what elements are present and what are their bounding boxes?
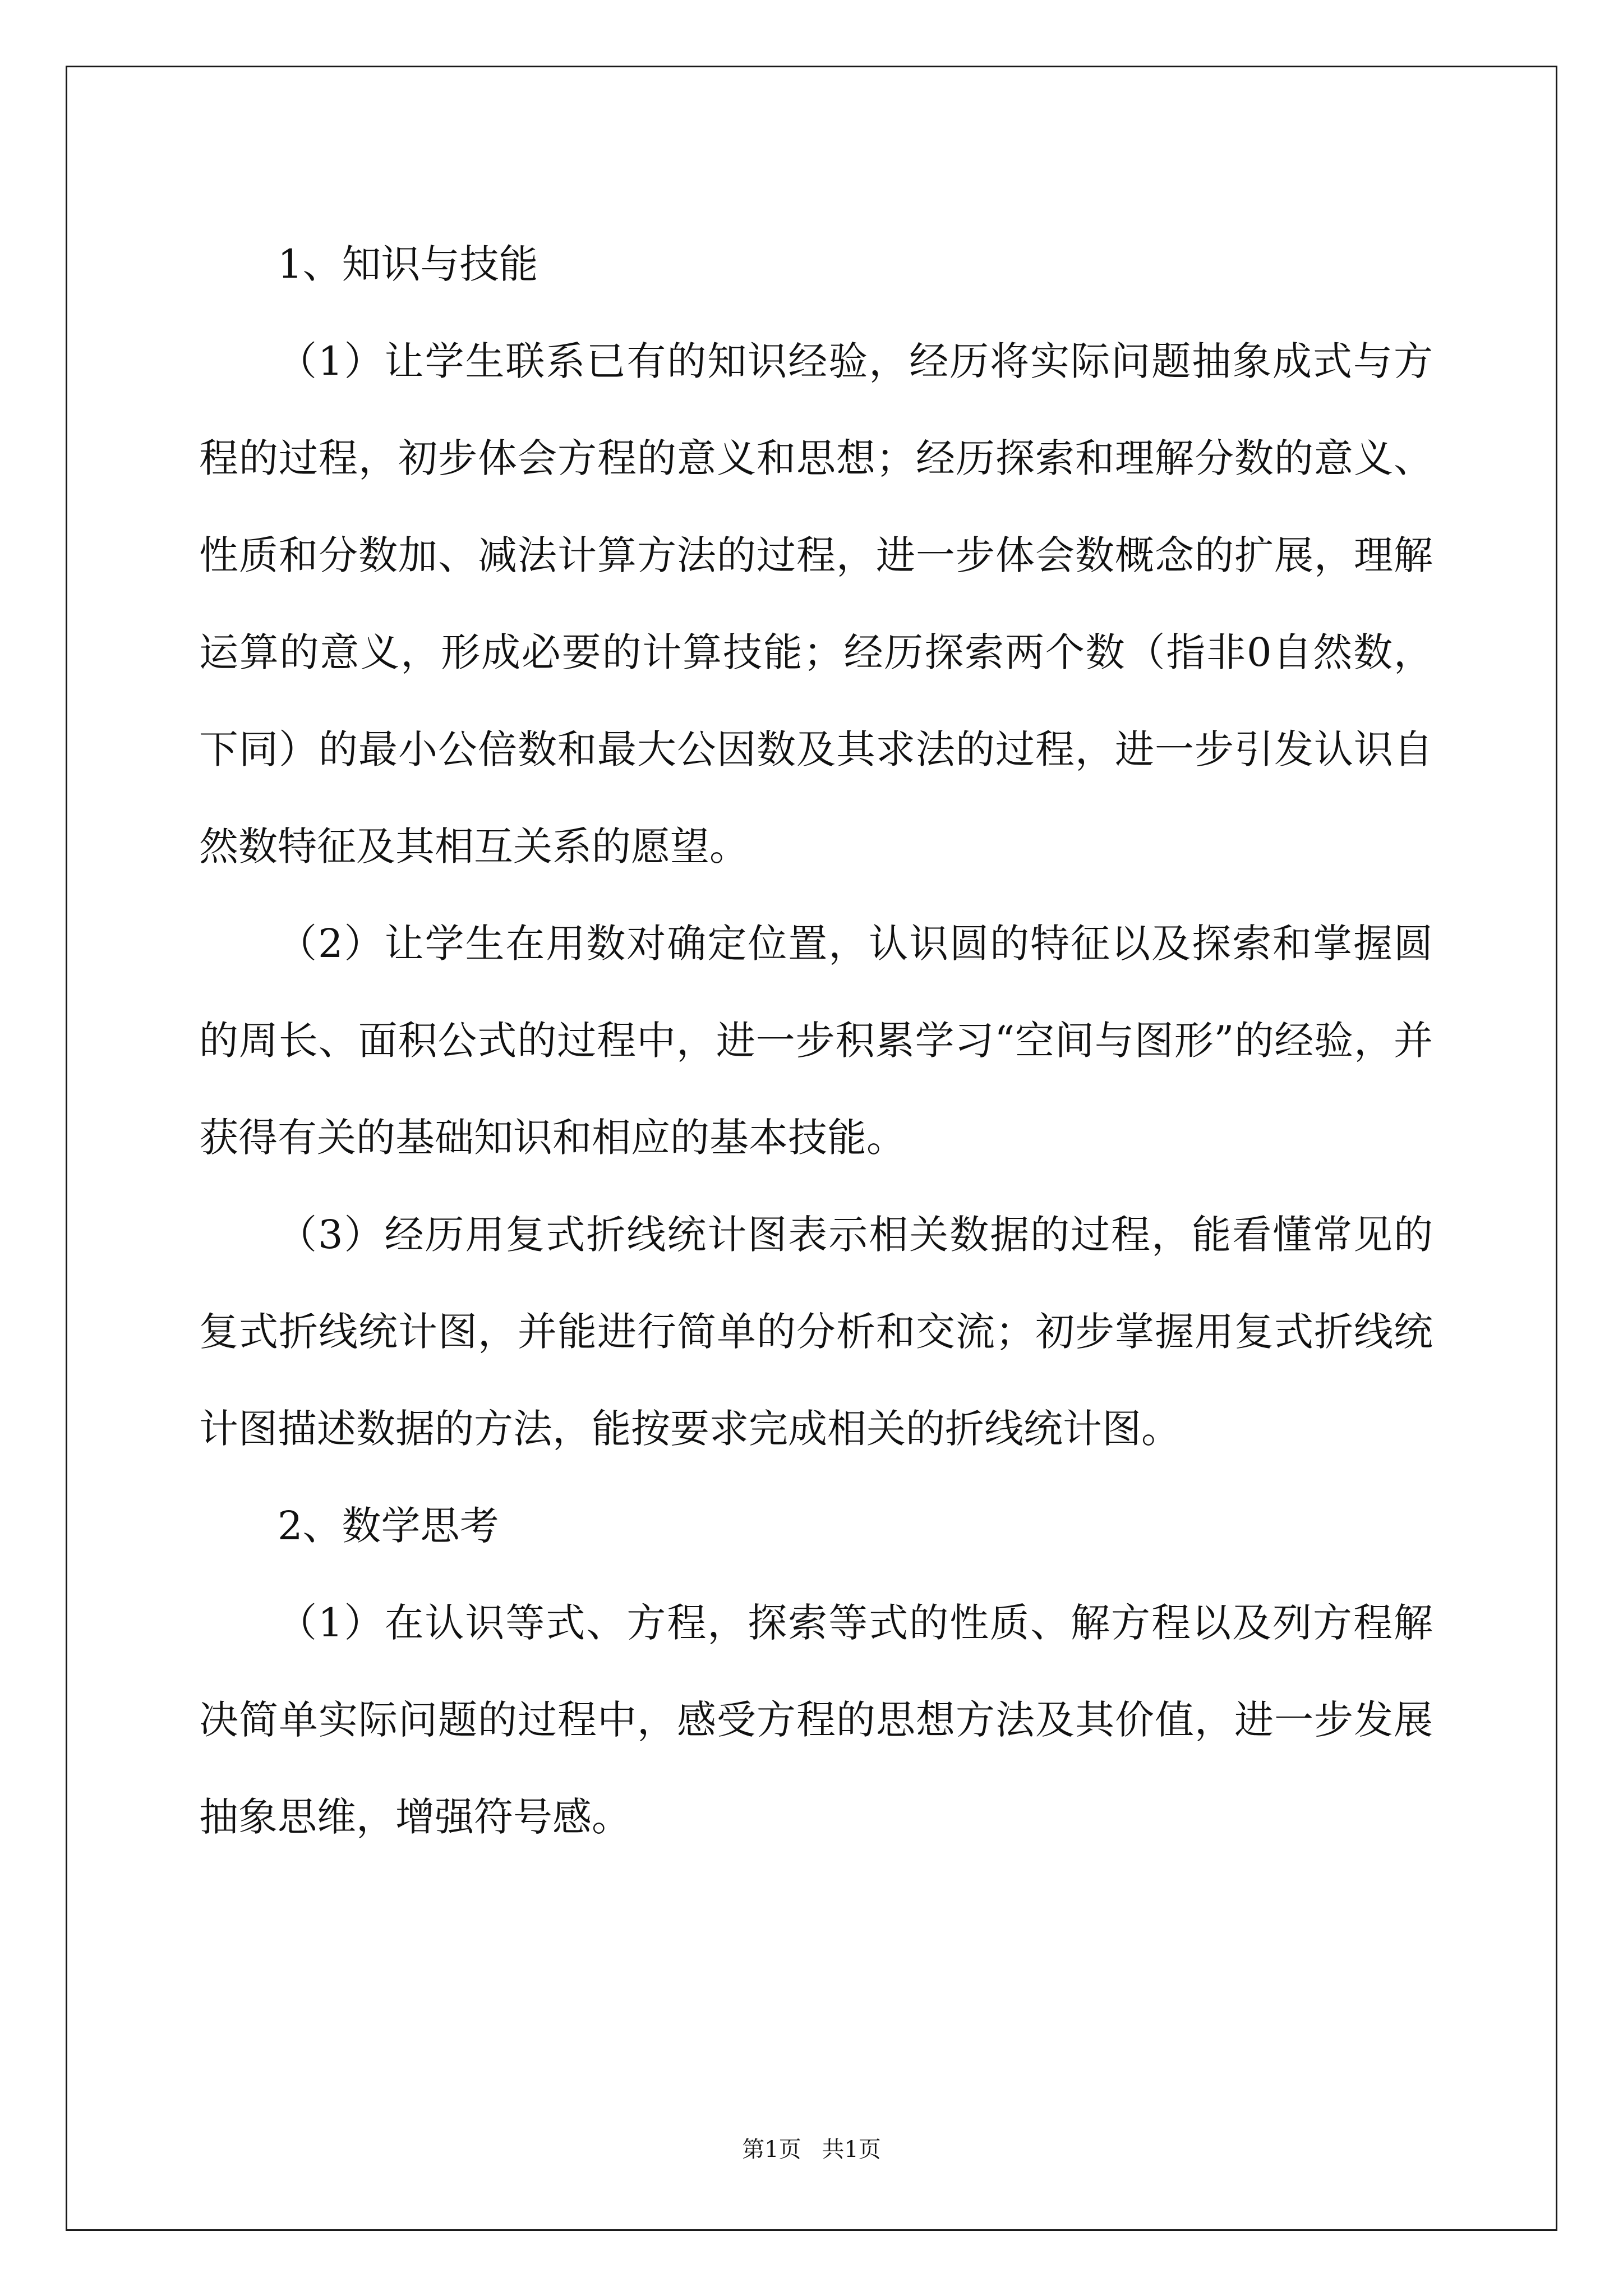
page-number: 第1页 — [742, 2137, 801, 2162]
paragraph-item-3: （3）经历用复式折线统计图表示相关数据的过程，能看懂常见的复式折线统计图，并能进行简单的分析和交流；初步掌握用复式折线统计图描述数据的方法，能按要求完成相关的折线统计图。 — [199, 1212, 1433, 1452]
section-heading-knowledge-skills: 1、知识与技能 — [278, 241, 538, 287]
paragraph-item-2: （2）让学生在用数对确定位置，认识圆的特征以及探索和掌握圆的周长、面积公式的过程中，进一步积累学习“空间与图形”的经验，并获得有关的基础知识和相应的基本技能。 — [199, 921, 1433, 1161]
paragraph-item-1: （1）让学生联系已有的知识经验，经历将实际问题抽象成式与方程的过程，初步体会方程的意义和思想；经历探索和理解分数的意义、性质和分数加、减法计算方法的过程，进一步体会数概念的扩展，理解运算的意义，形成必要的计算技能；经历探索两个数（指非0自然数，下同）的最小公倍数和最大公因数及其求法的过程，进一步引发认识自然数特征及其相互关系的愿望。 — [199, 338, 1433, 869]
page-footer — [0, 2132, 1623, 2164]
paragraph-item-4: （1）在认识等式、方程，探索等式的性质、解方程以及列方程解决简单实际问题的过程中，感受方程的思想方法及其价值，进一步发展抽象思维，增强符号感。 — [199, 1600, 1433, 1840]
section-heading-math-thinking: 2、数学思考 — [278, 1503, 499, 1549]
page-total: 共1页 — [822, 2137, 881, 2162]
document-body — [199, 216, 1433, 1866]
